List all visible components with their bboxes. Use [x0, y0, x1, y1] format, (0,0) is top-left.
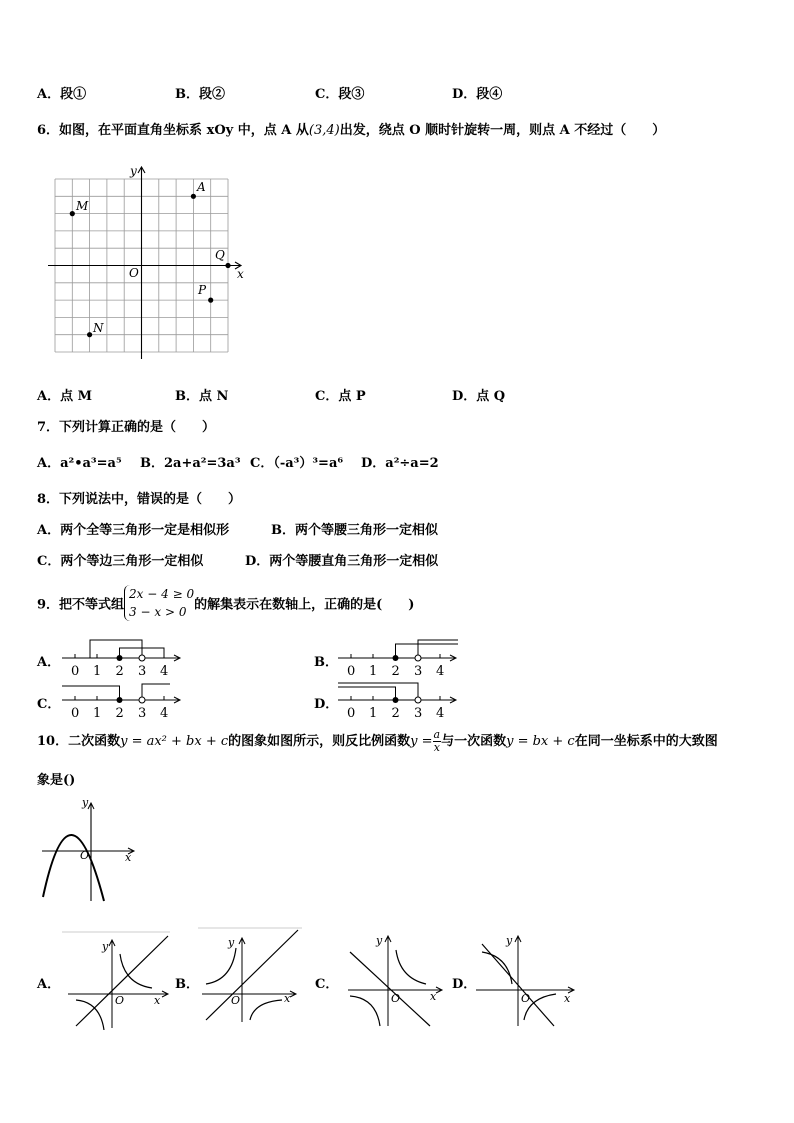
tick-0: 0	[347, 664, 356, 678]
q9-number-line-d	[336, 678, 461, 720]
solid-dot	[117, 655, 123, 661]
tick-0: 0	[347, 706, 356, 720]
q6-point-m	[70, 211, 75, 216]
tick-3: 3	[138, 664, 147, 678]
tick-0: 0	[71, 664, 80, 678]
q10-option-c-letter: C．	[315, 977, 339, 992]
y-label: y	[82, 797, 89, 809]
q9-option-b-letter: B．	[314, 655, 338, 670]
solution-bracket-2	[142, 684, 170, 700]
q7-option-d: D．a²÷a=2	[361, 456, 439, 471]
q6-point-n	[87, 332, 92, 337]
linear-line	[350, 952, 430, 1026]
q8-stem: 8．下列说法中，错误的是（ ）	[37, 492, 242, 507]
q5-option-d: D．段④	[452, 87, 503, 102]
y-label: y	[376, 934, 383, 947]
q9-stem-pre: 9．把不等式组	[37, 597, 125, 613]
tick-1: 1	[93, 706, 102, 720]
q10-parabola-graph	[38, 797, 148, 902]
q10-stem-mid2: 与一次函数	[441, 734, 507, 749]
q6-label-a: A	[197, 180, 206, 194]
q6-label-m: M	[76, 199, 89, 213]
q9-number-line-c	[60, 678, 185, 720]
q6-stem-post: 出发，绕点 O 顺时针旋转一周，则点 A 不经过（ ）	[339, 123, 666, 138]
q10-graph-b	[198, 924, 306, 1024]
q10-option-a-letter: A．	[37, 977, 61, 992]
x-label: x	[430, 990, 437, 1003]
q10-func2-fraction	[433, 729, 442, 754]
q6-point-q	[225, 263, 230, 268]
q9-option-d-letter: D．	[314, 697, 339, 712]
hyperbola-branch-1	[120, 954, 152, 988]
origin-label: O	[231, 994, 241, 1007]
q10-stem-post: 在同一坐标系中的大致图	[574, 734, 718, 749]
solution-bracket	[396, 644, 459, 658]
q8-option-b: B．两个等腰三角形一定相似	[271, 523, 438, 538]
q6-point-p	[208, 298, 213, 303]
q7-option-a: A．a²•a³=a⁵	[37, 456, 122, 471]
hollow-dot	[139, 655, 145, 661]
q10-stem-mid1: 的图象如图所示，则反比例函数	[228, 734, 411, 749]
solution-bracket-2	[418, 640, 458, 658]
linear-line	[206, 930, 298, 1020]
q10-func2-den: x	[433, 741, 440, 754]
q6-stem-pre: 6．如图，在平面直角坐标系 xOy 中，点 A 从	[37, 123, 309, 138]
tick-4: 4	[436, 706, 445, 720]
tick-1: 1	[93, 664, 102, 678]
solution-bracket	[90, 640, 142, 658]
q10-func2-num: a	[433, 728, 441, 741]
hollow-dot	[415, 697, 421, 703]
x-label: x	[284, 992, 291, 1005]
q8-option-a: A．两个全等三角形一定是相似形	[37, 523, 230, 538]
q6-y-label: y	[130, 164, 137, 178]
tick-3: 3	[414, 706, 423, 720]
q10-option-d-letter: D．	[452, 977, 477, 992]
q9-option-a-letter: A．	[37, 655, 61, 670]
q9-stem	[37, 585, 414, 621]
tick-3: 3	[138, 706, 147, 720]
tick-4: 4	[160, 706, 169, 720]
q6-origin-label: O	[129, 266, 139, 280]
origin-label: O	[391, 992, 401, 1005]
q6-x-label: x	[237, 267, 244, 281]
x-label: x	[125, 851, 132, 864]
q10-stem	[37, 728, 718, 756]
q5-option-c: C．段③	[315, 87, 365, 102]
hyperbola-branch-1	[482, 952, 512, 984]
tick-3: 3	[414, 664, 423, 678]
q8-option-c: C．两个等边三角形一定相似	[37, 554, 204, 569]
q6-option-c: C．点 P	[315, 389, 366, 404]
q10-graph-a	[62, 930, 174, 1030]
q10-option-b-letter: B．	[175, 977, 199, 992]
x-label: x	[154, 994, 161, 1007]
solid-dot	[393, 697, 399, 703]
solution-bracket	[62, 686, 120, 700]
q10-stem-line2: 象是()	[37, 773, 76, 788]
tick-0: 0	[71, 706, 80, 720]
tick-2: 2	[391, 706, 400, 720]
q6-point-a	[191, 194, 196, 199]
solution-bracket-2	[338, 687, 396, 700]
origin-label: O	[80, 849, 90, 862]
origin-label: O	[521, 992, 531, 1005]
q6-stem	[37, 119, 665, 138]
solid-dot	[117, 697, 123, 703]
parabola-curve	[43, 835, 104, 901]
q6-option-d: D．点 Q	[452, 389, 506, 404]
q9-number-line-a	[60, 636, 185, 678]
q9-ineq-1: 2x − 4 ≥ 0	[129, 587, 195, 601]
q10-graph-d	[472, 930, 580, 1030]
y-label: y	[102, 940, 109, 953]
q8-option-d: D．两个等腰直角三角形一定相似	[245, 554, 439, 569]
y-label: y	[228, 936, 235, 949]
q7-option-b: B．2a+a²=3a³	[140, 456, 241, 471]
q10-graph-c	[344, 930, 452, 1030]
q5-option-b: B．段②	[175, 87, 225, 102]
solid-dot	[393, 655, 399, 661]
q6-option-a: A．点 M	[37, 389, 93, 404]
q5-option-a: A．段①	[37, 87, 87, 102]
q6-label-n: N	[93, 321, 104, 335]
q9-inequality-system	[124, 585, 194, 621]
hyperbola-branch-2	[76, 1000, 104, 1030]
tick-4: 4	[160, 664, 169, 678]
tick-2: 2	[391, 664, 400, 678]
tick-2: 2	[115, 706, 124, 720]
q10-func1: y = ax² + bx + c	[120, 734, 229, 749]
q6-label-q: Q	[215, 248, 225, 262]
hyperbola-branch-1	[206, 948, 236, 984]
hyperbola-branch-1	[396, 950, 426, 984]
hollow-dot	[139, 697, 145, 703]
hyperbola-branch-2	[350, 996, 380, 1026]
q10-func3: y = bx + c	[506, 734, 575, 749]
q10-func2-lhs: y =	[410, 734, 433, 749]
y-label: y	[506, 934, 513, 947]
q9-stem-post: 的解集表示在数轴上，正确的是( )	[194, 597, 415, 613]
hyperbola-branch-2	[250, 1000, 282, 1020]
q9-ineq-2: 3 − x > 0	[129, 605, 187, 619]
x-label: x	[564, 992, 571, 1005]
q6-option-b: B．点 N	[175, 389, 229, 404]
q6-point: (3,4)	[308, 123, 340, 138]
q6-label-p: P	[198, 283, 207, 297]
q9-option-c-letter: C．	[37, 697, 61, 712]
tick-1: 1	[369, 706, 378, 720]
solution-bracket	[338, 683, 418, 700]
hollow-dot	[415, 655, 421, 661]
q6-coordinate-grid	[45, 163, 250, 363]
q9-number-line-b	[336, 636, 461, 678]
q10-stem-num: 10．二次函数	[37, 734, 121, 749]
tick-4: 4	[436, 664, 445, 678]
q7-stem: 7．下列计算正确的是（ ）	[37, 420, 216, 435]
tick-2: 2	[115, 664, 124, 678]
tick-1: 1	[369, 664, 378, 678]
origin-label: O	[115, 994, 125, 1007]
linear-line	[76, 936, 168, 1026]
q7-option-c: C．（-a³）³=a⁶	[250, 456, 344, 471]
